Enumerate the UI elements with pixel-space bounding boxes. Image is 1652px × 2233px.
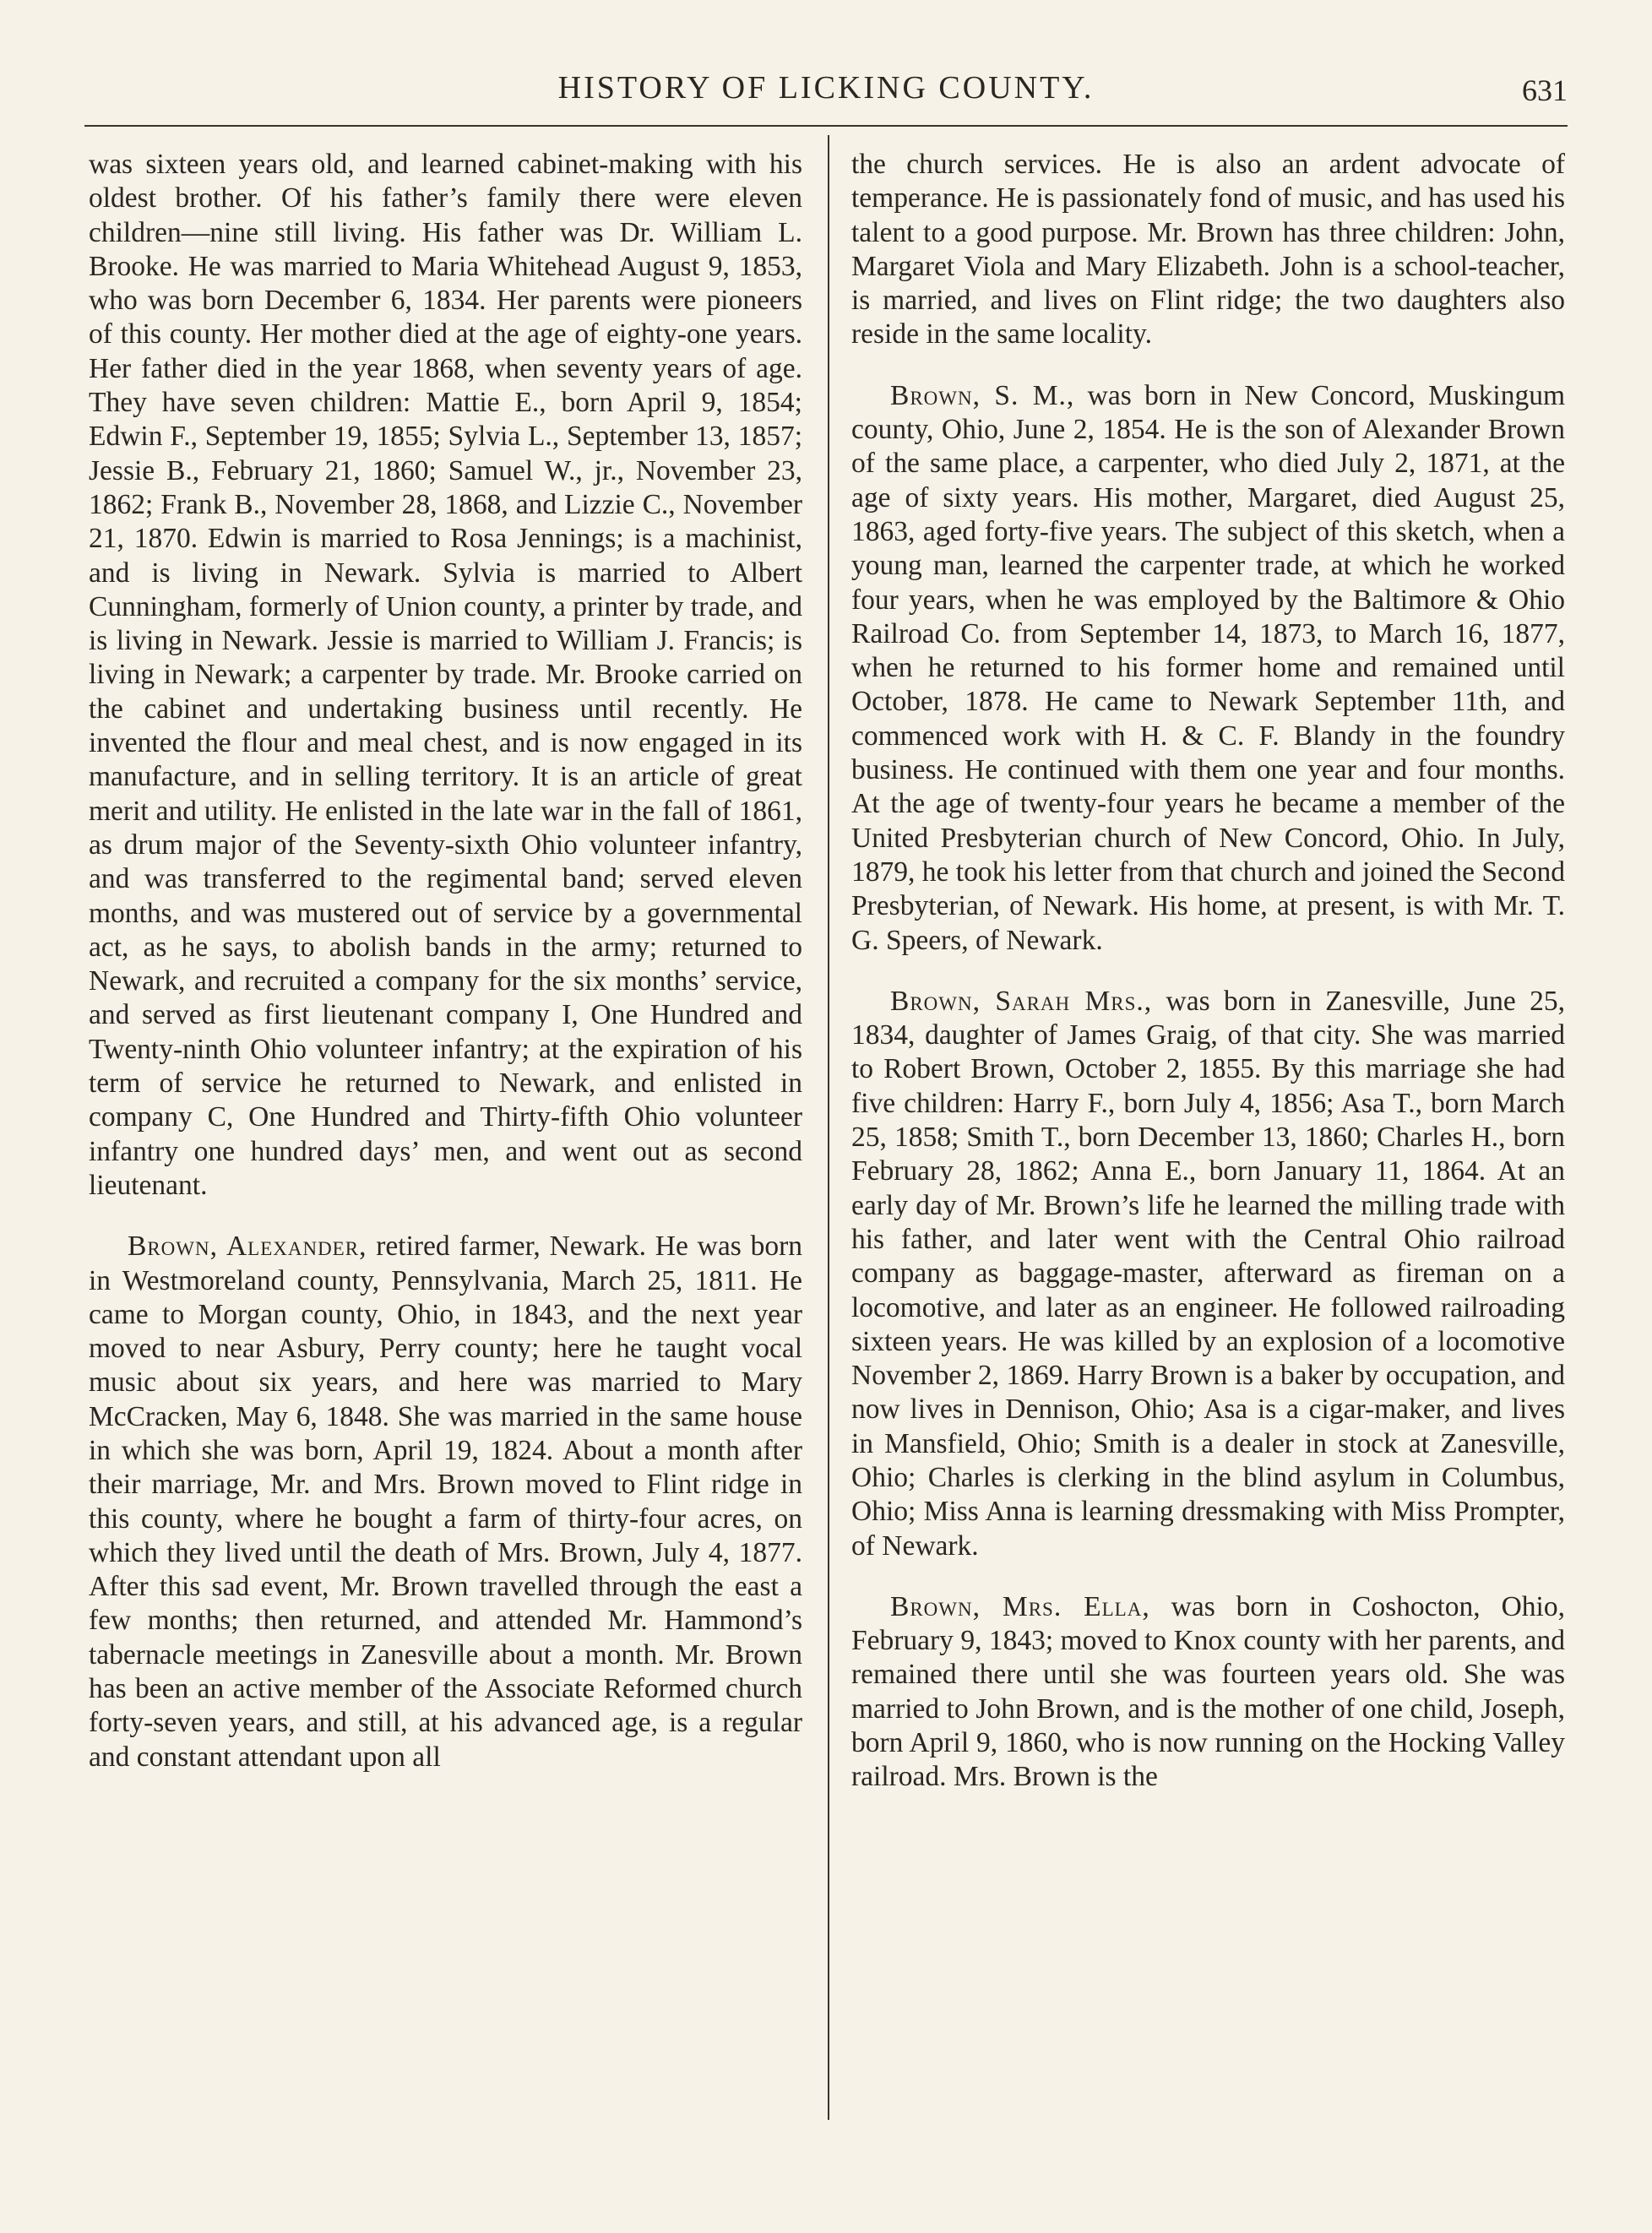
sarah-brown-entry <box>851 985 1565 1563</box>
header-rule <box>84 125 1568 127</box>
entry-name: Brown, Mrs. Ella, <box>890 1590 1150 1622</box>
entry-name: Brown, Sarah Mrs., <box>890 985 1153 1017</box>
sm-brown-entry <box>851 379 1565 958</box>
column-divider <box>828 135 829 2120</box>
entry-name: Brown, S. M., <box>890 379 1075 411</box>
running-title: HISTORY OF LICKING COUNTY. <box>557 70 1095 106</box>
left-column <box>89 148 802 2141</box>
entry-text: was born in Zanesville, June 25, 1834, daughter of James Graig, of that city. She was married to Robert Brown, October 2, 1855. By this marriage she had five children: Harry F., born July 4, 1856; Asa T., born March 25, 1858; Smith T., born December 13, 1860; Charles H., born February 28, 1862; Anna E., born January 11, 1864. At an early day of Mr. Brown’s life he learned the milling trade with his father, and later went with the Central Ohio railroad company as baggage-master, afterward as fireman on a locomotive, and later as an engineer. He followed railroading sixteen years. He was killed by an explosion of a locomotive November 2, 1869. Harry Brown is a baker by occupation, and now lives in Dennison, Ohio; Asa is a cigar-maker, and lives in Mansfield, Ohio; Smith is a dealer in stock at Zanesville, Ohio; Charles is clerking in the blind asylum in Columbus, Ohio; Miss Anna is learning dressmaking with Miss Prompter, of Newark. <box>851 985 1565 1562</box>
ella-brown-entry <box>851 1590 1565 1795</box>
right-column <box>851 148 1565 2141</box>
page-number: 631 <box>1522 73 1568 107</box>
brooke-entry-continuation: was sixteen years old, and learned cabinet-making with his oldest brother. Of his father’s family there were eleven children—nine still living. His father was Dr. William L. Brooke. He was married to Maria Whitehead August 9, 1853, who was born December 6, 1834. Her parents were pioneers of this county. Her mother died at the age of eighty-one years. Her father died in the year 1868, when seventy years of age. They have seven children: Mattie E., born April 9, 1854; Edwin F., September 19, 1855; Sylvia L., September 13, 1857; Jessie B., February 21, 1860; Samuel W., jr., November 23, 1862; Frank B., November 28, 1868, and Lizzie C., November 21, 1870. Edwin is married to Rosa Jennings; is a machinist, and is living in Newark. Sylvia is married to Albert Cunningham, formerly of Union county, a printer by trade, and is living in Newark. Jessie is married to William J. Francis; is living in Newark; a carpenter by trade. Mr. Brooke carried on the cabinet and undertaking business until recently. He invented the flour and meal chest, and is now engaged in its manufacture, and in selling territory. It is an article of great merit and utility. He enlisted in the late war in the fall of 1861, as drum major of the Seventy-sixth Ohio volunteer infantry, and was transferred to the regimental band; served eleven months, and was mustered out of service by a governmental act, as he says, to abolish bands in the army; returned to Newark, and recruited a company for the six months’ service, and served as first lieutenant company I, One Hundred and Twenty-ninth Ohio volunteer infantry; at the expiration of his term of service he returned to Newark, and enlisted in company C, One Hundred and Thirty-fifth Ohio volunteer infantry one hundred days’ men, and went out as second lieutenant. <box>89 149 802 1201</box>
entry-name: Brown, Alexander, <box>128 1231 367 1263</box>
alexander-brown-entry-continuation: the church services. He is also an ardent advocate of temperance. He is passionately fond of music, and has used his talent to a good purpose. Mr. Brown has three children: John, Margaret Viola and Mary Elizabeth. John is a school-teacher, is married, and lives on Flint ridge; the two daughters also reside in the same locality. <box>851 149 1565 350</box>
entry-text: retired farmer, Newark. He was born in Westmoreland county, Pennsylvania, March 25, 1811. He came to Morgan county, Ohio, in 1843, and the next year moved to near Asbury, Perry county; here he taught vocal music about six years, and here was married to Mary McCracken, May 6, 1848. She was married in the same house in which she was born, April 19, 1824. About a month after their marriage, Mr. and Mrs. Brown moved to Flint ridge in this county, where he bought a farm of thirty-four acres, on which they lived until the death of Mrs. Brown, July 4, 1877. After this sad event, Mr. Brown travelled through the east a few months; then returned, and attended Mr. Hammond’s tabernacle meetings in Zanesville about a month. Mr. Brown has been an active member of the Associate Reformed church forty-seven years, and still, at his advanced age, is a regular and constant attendant upon all <box>89 1231 802 1773</box>
entry-text: was born in Coshocton, Ohio, February 9, 1843; moved to Knox county with her parents, and remained there until she was fourteen years old. She was married to John Brown, and is the mother of one child, Joseph, born April 9, 1860, who is now running on the Hocking Valley railroad. Mrs. Brown is the <box>851 1590 1565 1793</box>
page-header <box>0 59 1652 127</box>
alexander-brown-entry <box>89 1230 802 1774</box>
entry-text: was born in New Concord, Muskingum county, Ohio, June 2, 1854. He is the son of Alexander Brown of the same place, a carpenter, who died July 2, 1871, at the age of sixty years. His mother, Margaret, died August 25, 1863, aged forty-five years. The subject of this sketch, when a young man, learned the carpenter trade, at which he worked four years, when he was employed by the Baltimore & Ohio Railroad Co. from September 14, 1873, to March 16, 1877, when he returned to his former home and remained until October, 1878. He came to Newark September 11th, and commenced work with H. & C. F. Blandy in the foundry business. He continued with them one year and four months. At the age of twenty-four years he became a member of the United Presbyterian church of New Concord, Ohio. In July, 1879, he took his letter from that church and joined the Second Presbyterian, of Newark. His home, at present, is with Mr. T. G. Speers, of Newark. <box>851 379 1565 956</box>
